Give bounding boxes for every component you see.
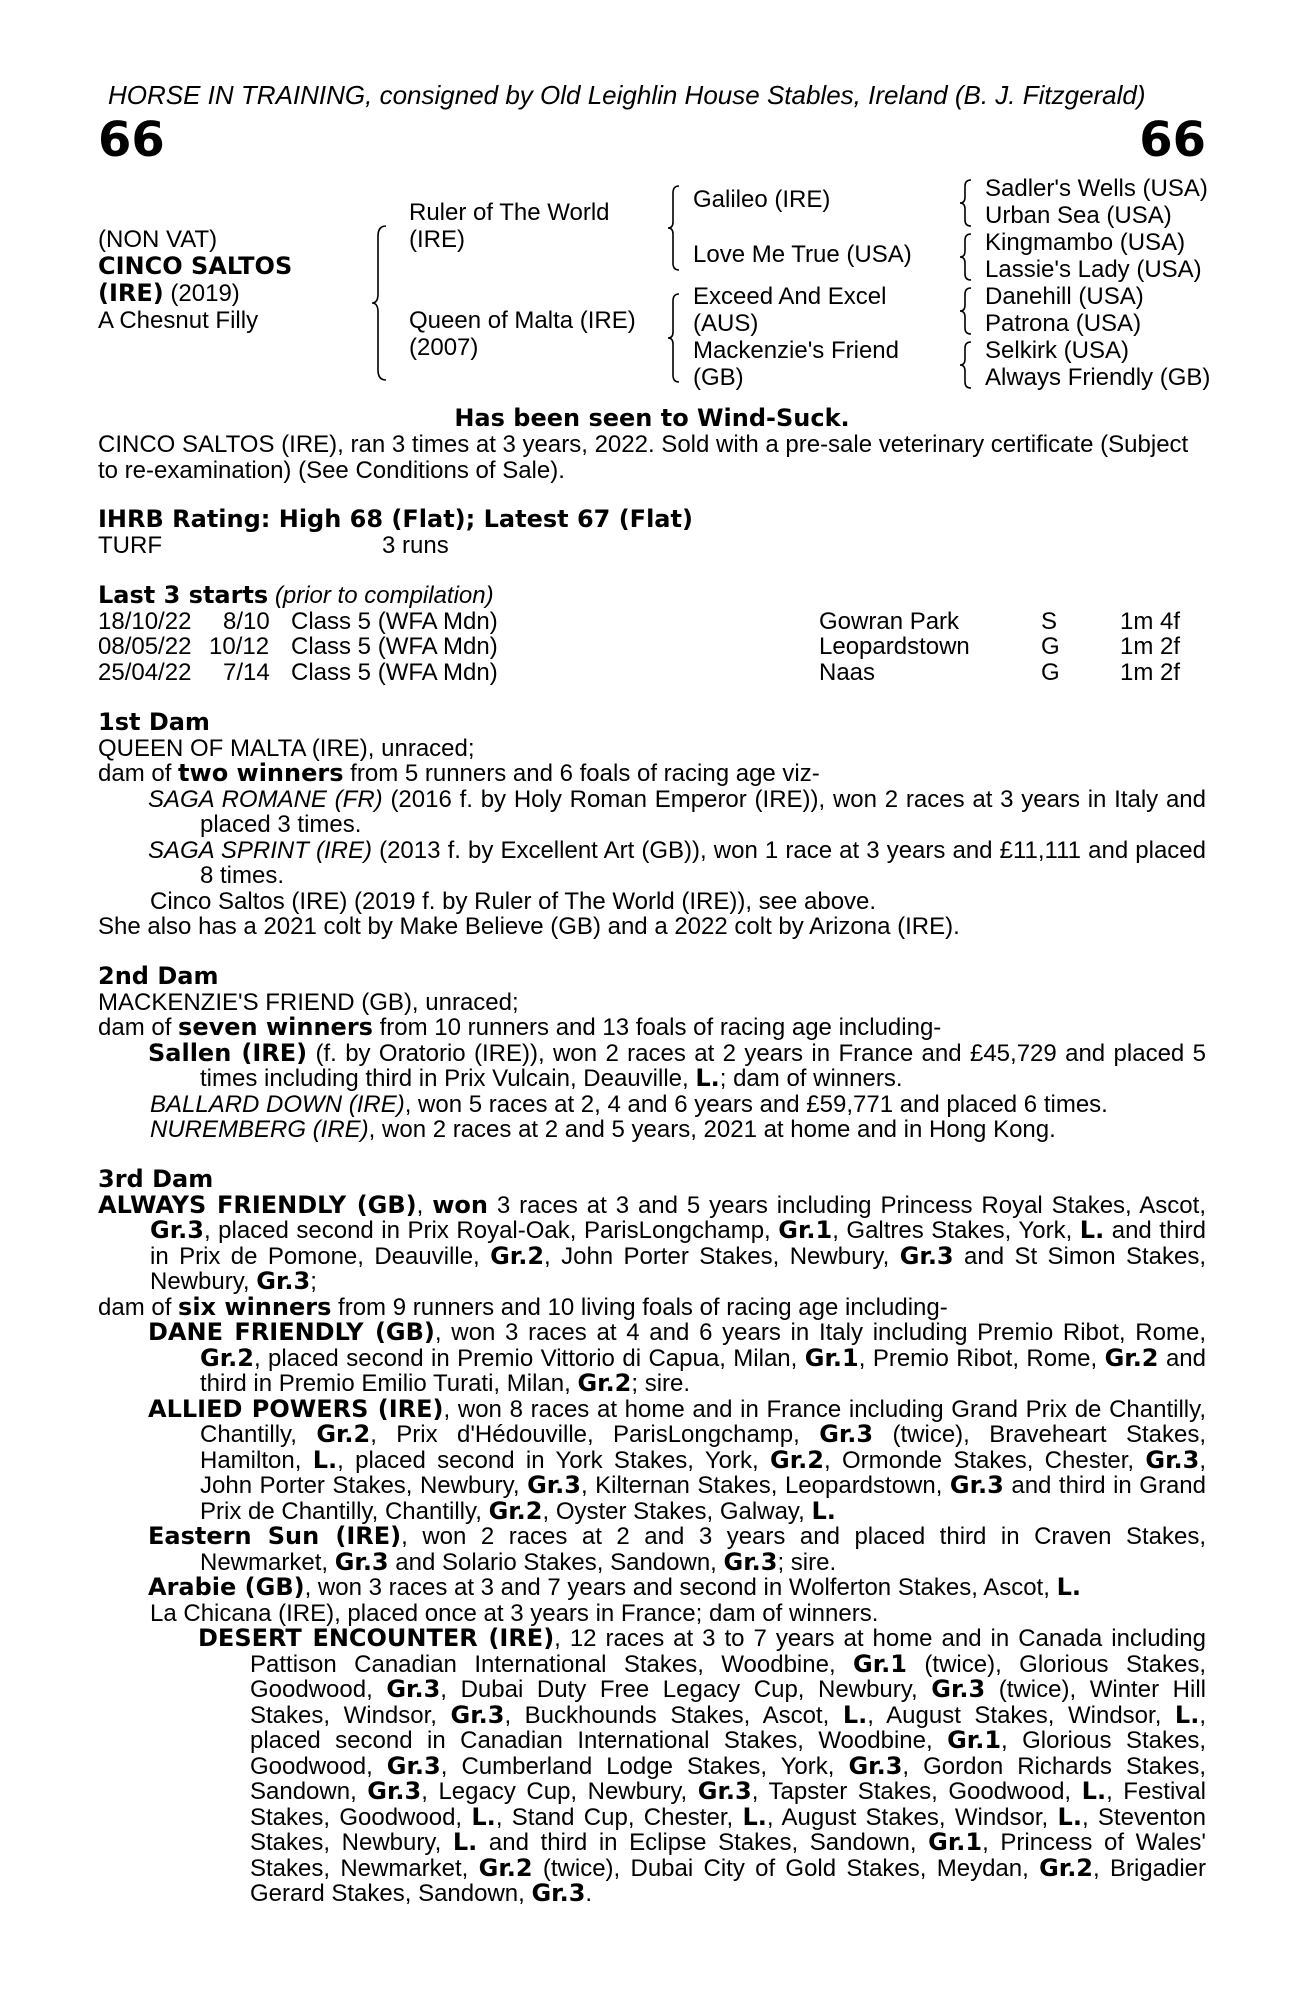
text-run: , won 8 races at home and in France including Grand Prix de Chantilly, Chantilly, [200, 1395, 1206, 1448]
bold-text-run: ALLIED POWERS (IRE) [148, 1394, 444, 1423]
pedigree-brace-dam [666, 292, 682, 384]
gen3-ancestor: Kingmambo (USA) [985, 229, 1186, 256]
bold-text-run: Gr.3 [150, 1216, 204, 1244]
text-run: , Brigadier Gerard Stakes, Sandown, [250, 1854, 1207, 1907]
text-run: dam of [98, 1014, 179, 1041]
pedigree-brace-main [370, 224, 390, 382]
text-run: ; sire. [777, 1548, 837, 1576]
bold-text-run: DANE FRIENDLY (GB) [148, 1318, 435, 1346]
grandproduce-entry [98, 1626, 1206, 1907]
text-run: , won 3 races at 3 and 7 years and second in Wolferton Stakes, Ascot, [304, 1574, 1057, 1601]
produce-record: (2016 f. by Holy Roman Emperor (IRE)), won 2 races at 3 years in Italy and placed 3 times. [200, 785, 1207, 838]
start-position: 10/12 [209, 633, 270, 660]
bold-text-run: L. [1174, 1700, 1200, 1729]
bold-text-run: L. [842, 1700, 868, 1729]
first-dam-foals: She also has a 2021 colt by Make Believe (GB) and a 2022 colt by Arizona (IRE). [98, 913, 960, 940]
text-run: , Steventon Stakes, Newbury, [250, 1803, 1206, 1856]
rating-section [98, 507, 1206, 558]
start-race: Class 5 (WFA Mdn) [291, 607, 498, 635]
text-run: . [585, 1880, 593, 1907]
produce-entry [98, 1601, 1206, 1627]
pedigree-sire [409, 199, 610, 253]
bold-text-run: Gr.2 [488, 1496, 543, 1525]
text-run: and St Simon Stakes, Newbury, [150, 1242, 1206, 1295]
text-run: (twice), Braveheart Stakes, Hamilton, [200, 1421, 1207, 1474]
text-run: , Tapster Stakes, Goodwood, [751, 1778, 1082, 1805]
gen3-ancestor: Danehill (USA) [985, 283, 1144, 310]
bold-text-run: Gr.3 [367, 1777, 422, 1805]
bold-text-run: Gr.1 [947, 1726, 1002, 1754]
sire-name: Ruler of The World [409, 199, 610, 226]
winners-count: seven winners [178, 1013, 373, 1041]
second-dam-produce [98, 1015, 1206, 1041]
text-run: , Kilternan Stakes, Leopardstown, [581, 1472, 950, 1499]
bold-text-run: Gr.2 [478, 1853, 533, 1882]
second-dam-name: MACKENZIE'S FRIEND (GB), unraced; [98, 988, 519, 1016]
sire-origin: (IRE) [409, 226, 465, 253]
text-run: , placed second in Premio Vittorio di Capua, Milan, [253, 1344, 805, 1372]
bold-text-run: Arabie (GB) [148, 1573, 305, 1601]
text-run: from 5 runners and 6 foals of racing age viz- [343, 760, 820, 787]
horse-origin: (IRE) [98, 279, 164, 307]
start-going: S [1041, 607, 1058, 635]
bold-text-run: L. [742, 1802, 767, 1831]
bold-text-run: Gr.2 [316, 1420, 371, 1448]
pedigree-dam-sire [693, 283, 886, 337]
start-course: Gowran Park [819, 607, 960, 635]
text-run: , Festival Stakes, Goodwood, [250, 1778, 1206, 1831]
bold-text-run: Gr.3 [899, 1241, 954, 1270]
bold-text-run: Gr.3 [697, 1777, 752, 1805]
start-course: Naas [819, 658, 876, 686]
produce-record: ; dam of winners. [719, 1065, 903, 1092]
text-run: , August Stakes, Windsor, [867, 1701, 1175, 1729]
start-race: Class 5 (WFA Mdn) [291, 658, 498, 686]
horse-name: CINCO SALTOS [98, 252, 293, 280]
third-dam-produce [98, 1292, 1206, 1321]
bold-text-run: L. [312, 1445, 338, 1474]
text-run: , Glorious Stakes, Goodwood, [250, 1727, 1206, 1780]
rating-title: IHRB Rating: High 68 (Flat); Latest 67 (Flat) [98, 505, 693, 533]
text-run: , placed second in Prix Royal-Oak, ParisLongchamp, [203, 1217, 779, 1244]
last-starts-heading [98, 583, 1206, 609]
last-starts-title: Last 3 starts [98, 581, 269, 609]
produce-entry [98, 1092, 1206, 1118]
text-run: , placed second in Canadian International Stakes, Woodbine, [250, 1701, 1207, 1754]
start-race: Class 5 (WFA Mdn) [291, 633, 498, 660]
text-run: , Dubai Duty Free Legacy Cup, Newbury, [440, 1676, 932, 1703]
text-run: , John Porter Stakes, Newbury, [200, 1446, 1206, 1499]
text-run: and third in Prix de Pomone, Deauville, [150, 1217, 1206, 1270]
text-run: , Premio Ribot, Rome, [858, 1344, 1105, 1372]
bold-text-run: Gr.1 [804, 1343, 859, 1372]
bold-text-run: Gr.1 [778, 1216, 833, 1244]
produce-entry [98, 838, 1206, 889]
gen3-ancestor: Lassie's Lady (USA) [985, 256, 1202, 283]
text-run: , Legacy Cup, Newbury, [421, 1778, 698, 1805]
start-distance: 1m 4f [1120, 607, 1181, 635]
bold-text-run: L. [1081, 1777, 1107, 1805]
bold-text-run: Gr.2 [1104, 1343, 1159, 1372]
gen3-ancestor: Urban Sea (USA) [985, 202, 1172, 229]
pedigree-brace-g3-2 [958, 232, 974, 282]
bold-text-run: Gr.2 [490, 1241, 545, 1270]
third-dam-record [98, 1190, 1206, 1295]
pedigree-dam-dam [693, 337, 899, 391]
text-run: (twice), Winter Hill Stakes, Windsor, [250, 1676, 1206, 1729]
produce-entry [98, 1320, 1206, 1397]
produce-entry: Cinco Saltos (IRE) (2019 f. by Ruler of The World (IRE)), see above. [150, 887, 877, 915]
dam-name: Queen of Malta (IRE) [409, 307, 636, 334]
start-row [98, 660, 1206, 686]
text-run: , 12 races at 3 to 7 years at home and in Canada including Pattison Canadian International Stakes, Woodbine, [250, 1625, 1206, 1678]
text-run: , won 2 races at 2 and 3 years and placed third in Craven Stakes, Newmarket, [200, 1523, 1206, 1576]
bold-text-run: Gr.3 [949, 1471, 1004, 1499]
produce-name: NUREMBERG (IRE) [150, 1116, 369, 1143]
start-date: 08/05/22 [98, 633, 192, 660]
second-dam-title: 2nd Dam [98, 962, 219, 990]
produce-entry [98, 1575, 1206, 1601]
text-run: , Buckhounds Stakes, Ascot, [504, 1701, 843, 1729]
bold-text-run: Gr.3 [1145, 1445, 1200, 1474]
bold-text-run: Gr.3 [931, 1675, 986, 1703]
bold-text-run: Gr.3 [819, 1420, 874, 1448]
bold-text-run: L. [1079, 1216, 1105, 1244]
wind-suck-note: Has been seen to Wind-Suck. [454, 404, 850, 432]
gen3-ancestor: Sadler's Wells (USA) [985, 175, 1208, 202]
text-run: , Gordon Richards Stakes, Sandown, [250, 1752, 1206, 1805]
gen3-ancestor: Patrona (USA) [985, 310, 1142, 337]
first-dam-title: 1st Dam [98, 708, 210, 736]
lot-number-left: 66 [98, 112, 165, 168]
third-dam-section [98, 1167, 1206, 1907]
pedigree-brace-g3-4 [958, 340, 974, 390]
bold-text-run: L. [471, 1802, 496, 1831]
dam-dam-name: Mackenzie's Friend [693, 337, 899, 364]
rating-surface: TURF [98, 531, 162, 559]
dam-dam-origin: (GB) [693, 364, 744, 391]
bold-text-run: Gr.3 [386, 1751, 441, 1780]
bold-text-run: Gr.2 [770, 1445, 824, 1474]
bold-text-run: L. [452, 1828, 478, 1856]
bold-text-run: Gr.3 [531, 1879, 586, 1907]
start-distance: 1m 2f [1120, 633, 1181, 660]
text-run: La Chicana (IRE), placed once at 3 years in France; dam of winners. [150, 1599, 879, 1627]
bold-text-run: Gr.2 [1039, 1853, 1094, 1882]
text-run: , placed second in York Stakes, York, [337, 1446, 771, 1474]
last-starts-note: (prior to compilation) [274, 582, 494, 609]
pedigree-brace-g3-3 [958, 286, 974, 336]
bold-text-run: six winners [178, 1292, 332, 1321]
bold-text-run: Gr.3 [256, 1267, 311, 1295]
start-date: 18/10/22 [98, 607, 192, 635]
bold-text-run: Gr.3 [848, 1751, 903, 1780]
bold-text-run: L. [1056, 1573, 1081, 1601]
bold-text-run: L. [1057, 1802, 1082, 1831]
produce-name: Sallen (IRE) [148, 1038, 308, 1067]
horse-identity [98, 226, 292, 334]
horse-year: (2019) [163, 280, 240, 307]
bold-text-run: Gr.2 [200, 1343, 254, 1372]
text-run: and third in Grand Prix de Chantilly, Chantilly, [200, 1472, 1206, 1525]
bold-text-run: L. [811, 1496, 836, 1525]
race-grade: L. [695, 1064, 720, 1092]
text-run: , Stand Cup, Chester, [495, 1803, 743, 1831]
text-run: 3 races at 3 and 5 years including Princess Royal Stakes, Ascot, [487, 1191, 1206, 1219]
dam-sire-name: Exceed And Excel [693, 283, 887, 310]
bold-text-run: Gr.3 [450, 1700, 505, 1729]
gen3-ancestor: Selkirk (USA) [985, 337, 1130, 364]
pedigree-sire-sire: Galileo (IRE) [693, 186, 831, 213]
pedigree-dam [409, 307, 636, 361]
text-run: , Galtres Stakes, York, [832, 1217, 1080, 1244]
text-run: , Prix d'Hédouville, ParisLongchamp, [370, 1421, 820, 1448]
lot-number-right: 66 [1139, 112, 1206, 168]
produce-entry [98, 1038, 1206, 1092]
text-run: and Solario Stakes, Sandown, [388, 1548, 724, 1576]
pedigree-sire-dam: Love Me True (USA) [693, 241, 912, 268]
bold-text-run: Gr.3 [723, 1547, 778, 1576]
text-run: ; sire. [631, 1370, 691, 1397]
vat-status: (NON VAT) [98, 226, 218, 253]
text-run: from 9 runners and 10 living foals of racing age including- [331, 1293, 948, 1321]
produce-entry [98, 787, 1206, 838]
pedigree-gen3 [985, 175, 1210, 391]
second-dam-section [98, 964, 1206, 1143]
rating-runs: 3 runs [382, 531, 449, 559]
produce-name: SAGA ROMANE (FR) [148, 785, 383, 813]
text-run: from 10 runners and 13 foals of racing age including- [372, 1014, 942, 1041]
bold-text-run: Gr.3 [527, 1471, 581, 1499]
text-run: , [416, 1191, 433, 1219]
third-dam-title: 3rd Dam [98, 1165, 214, 1193]
dam-sire-origin: (AUS) [693, 310, 759, 337]
text-run: and third in Eclipse Stakes, Sandown, [477, 1829, 929, 1856]
text-run: (twice), Dubai City of Gold Stakes, Meydan, [532, 1854, 1040, 1882]
text-run: , August Stakes, Windsor, [766, 1803, 1058, 1831]
bold-text-run: Gr.3 [334, 1547, 389, 1576]
consignment-header: HORSE IN TRAINING, consigned by Old Leighlin House Stables, Ireland (B. J. Fitzgerald) [108, 80, 1146, 110]
text-run: dam of [98, 760, 179, 787]
text-run: (twice), Glorious Stakes, Goodwood, [250, 1650, 1206, 1703]
horse-description: A Chesnut Filly [98, 307, 259, 334]
start-distance: 1m 2f [1120, 658, 1181, 686]
bold-text-run: ALWAYS FRIENDLY (GB) [98, 1190, 417, 1219]
dam-year: (2007) [409, 334, 479, 361]
bold-text-run: Gr.1 [853, 1649, 907, 1678]
bold-text-run: DESERT ENCOUNTER (IRE) [198, 1624, 555, 1652]
bold-text-run: Gr.1 [928, 1828, 983, 1856]
text-run: , Oyster Stakes, Galway, [542, 1497, 812, 1525]
start-date: 25/04/22 [98, 658, 192, 686]
start-course: Leopardstown [819, 633, 970, 660]
start-going: G [1041, 633, 1060, 660]
produce-record: , won 5 races at 2, 4 and 6 years and £59,771 and placed 6 times. [404, 1090, 1108, 1118]
produce-name: SAGA SPRINT (IRE) [148, 836, 372, 864]
rating-turf-row [98, 533, 1206, 559]
text-run: , won 3 races at 4 and 6 years in Italy including Premio Ribot, Rome, [434, 1319, 1206, 1346]
start-position: 7/14 [223, 658, 270, 686]
produce-record: (2013 f. by Excellent Art (GB)), won 1 race at 3 years and £11,111 and placed 8 times. [200, 836, 1206, 889]
first-dam-produce [98, 761, 1206, 787]
horse-summary: CINCO SALTOS (IRE), ran 3 times at 3 years, 2022. Sold with a pre-sale veterinary certificate (Subject to re-examination) (See Conditions of Sale). [98, 431, 1189, 484]
produce-name: BALLARD DOWN (IRE) [150, 1090, 405, 1118]
produce-record: , won 2 races at 2 and 5 years, 2021 at home and in Hong Kong. [368, 1116, 1056, 1143]
start-row [98, 634, 1206, 660]
produce-entry [98, 1524, 1206, 1575]
pedigree-brace-g3-1 [958, 178, 974, 228]
pedigree-brace-sire [666, 184, 682, 272]
last-starts-section [98, 583, 1206, 685]
produce-entry [98, 1117, 1206, 1143]
bold-text-run: Eastern Sun (IRE) [148, 1522, 402, 1550]
produce-record: (f. by Oratorio (IRE)), won 2 races at 2 years in France and £45,729 and placed 5 times including third in Prix Vulcain, Deauville, [200, 1039, 1206, 1092]
first-dam-name: QUEEN OF MALTA (IRE), unraced; [98, 734, 475, 762]
bold-text-run: won [432, 1190, 488, 1219]
start-row [98, 609, 1206, 635]
winners-count: two winners [178, 759, 344, 787]
text-run: ; [310, 1268, 317, 1295]
text-run: , Princess of Wales' Stakes, Newmarket, [250, 1829, 1206, 1882]
text-run: , John Porter Stakes, Newbury, [544, 1242, 900, 1270]
text-run: dam of [98, 1293, 179, 1321]
text-run: , Ormonde Stakes, Chester, [823, 1446, 1146, 1474]
start-going: G [1041, 658, 1060, 686]
start-position: 8/10 [223, 607, 270, 635]
horse-origin-year [98, 280, 292, 307]
bold-text-run: Gr.3 [386, 1675, 441, 1703]
bold-text-run: Gr.2 [577, 1369, 632, 1397]
produce-entry [98, 1394, 1207, 1525]
text-run: , Cumberland Lodge Stakes, York, [440, 1752, 849, 1780]
text-run: and third in Premio Emilio Turati, Milan, [200, 1344, 1207, 1397]
gen3-ancestor: Always Friendly (GB) [985, 364, 1211, 391]
first-dam-section [98, 710, 1206, 940]
